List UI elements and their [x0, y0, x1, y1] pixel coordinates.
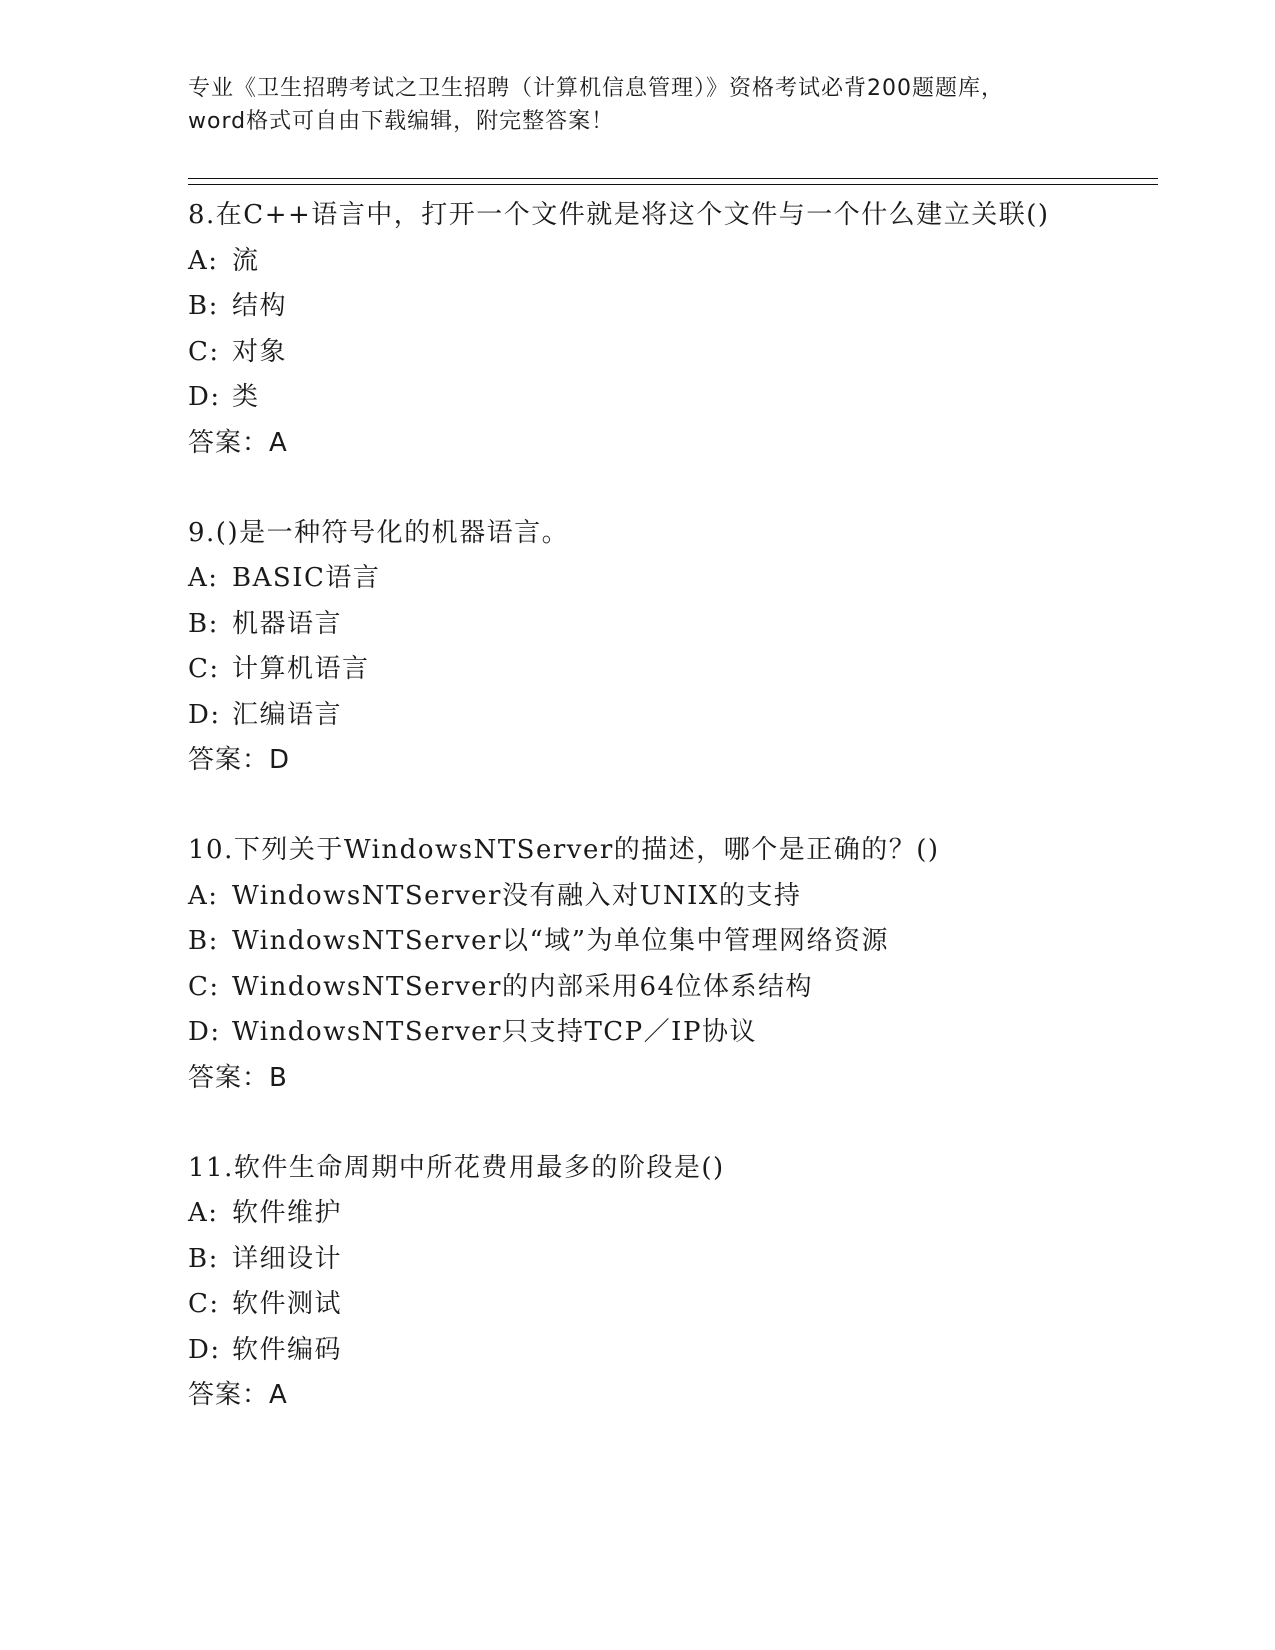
- option-text: BASIC语言: [232, 563, 381, 593]
- option-text: 对象: [232, 336, 288, 367]
- option-key: B:: [188, 608, 219, 639]
- option-text: 软件维护: [232, 1198, 343, 1228]
- question-10: [188, 828, 1148, 1101]
- question-stem: 9.()是一种符号化的机器语言。: [188, 517, 570, 548]
- header-line-1: 专业《卫生招聘考试之卫生招聘（计算机信息管理）》资格考试必背200题题库，: [188, 76, 1004, 101]
- option-c: [188, 1282, 1148, 1328]
- option-key: C:: [188, 336, 220, 367]
- option-text: 软件编码: [232, 1334, 343, 1365]
- option-key: D:: [188, 699, 221, 730]
- answer-line: 答案：D: [188, 745, 291, 775]
- header-line-2: word格式可自由下载编辑，附完整答案！: [188, 109, 615, 134]
- question-stem: 11.软件生命周期中所花费用最多的阶段是(): [188, 1152, 725, 1183]
- option-a: [188, 556, 1148, 602]
- option-text: WindowsNTServer以“域”为单位集中管理网络资源: [232, 926, 890, 956]
- option-a: [188, 1191, 1148, 1237]
- option-d: [188, 375, 1148, 421]
- option-key: D:: [188, 1017, 221, 1047]
- option-key: B:: [188, 926, 219, 956]
- option-a: [188, 874, 1148, 920]
- option-key: D:: [188, 382, 221, 412]
- option-key: C:: [188, 654, 220, 684]
- option-d: [188, 1328, 1148, 1374]
- option-text: 计算机语言: [232, 654, 370, 684]
- option-b: [188, 284, 1148, 330]
- option-text: 结构: [232, 291, 288, 321]
- option-text: 软件测试: [232, 1289, 343, 1319]
- option-text: WindowsNTServer只支持TCP／IP协议: [232, 1017, 757, 1047]
- option-key: C:: [188, 971, 220, 1002]
- option-text: 流: [232, 245, 260, 276]
- option-d: [188, 1010, 1148, 1056]
- option-b: [188, 1237, 1148, 1283]
- document-header: [188, 72, 1088, 138]
- option-key: A:: [188, 1198, 219, 1228]
- answer-line: 答案：A: [188, 1380, 288, 1410]
- option-c: [188, 330, 1148, 376]
- question-9: [188, 511, 1148, 784]
- option-d: [188, 693, 1148, 739]
- answer-line: 答案：B: [188, 1062, 288, 1093]
- option-key: B:: [188, 291, 219, 321]
- question-8: [188, 193, 1148, 466]
- option-b: [188, 919, 1148, 965]
- option-key: A:: [188, 880, 219, 911]
- option-key: A:: [188, 245, 219, 276]
- header-divider-top: [188, 178, 1158, 179]
- option-text: 详细设计: [232, 1243, 343, 1274]
- option-text: WindowsNTServer的内部采用64位体系结构: [232, 971, 814, 1002]
- question-stem: 8.在C++语言中，打开一个文件就是将这个文件与一个什么建立关联(): [188, 200, 1050, 230]
- option-key: A:: [188, 563, 219, 593]
- option-key: C:: [188, 1289, 220, 1319]
- question-11: [188, 1146, 1148, 1419]
- question-list: [188, 193, 1148, 1463]
- header-divider-bottom: [188, 184, 1158, 185]
- answer-line: 答案：A: [188, 427, 288, 458]
- option-text: 机器语言: [232, 608, 343, 639]
- option-c: [188, 965, 1148, 1011]
- question-stem: 10.下列关于WindowsNTServer的描述，哪个是正确的？(): [188, 835, 940, 865]
- option-key: B:: [188, 1243, 219, 1274]
- option-c: [188, 647, 1148, 693]
- option-key: D:: [188, 1334, 221, 1365]
- option-b: [188, 602, 1148, 648]
- option-text: 类: [232, 382, 260, 412]
- option-a: [188, 239, 1148, 285]
- option-text: WindowsNTServer没有融入对UNIX的支持: [232, 880, 802, 911]
- option-text: 汇编语言: [232, 699, 343, 730]
